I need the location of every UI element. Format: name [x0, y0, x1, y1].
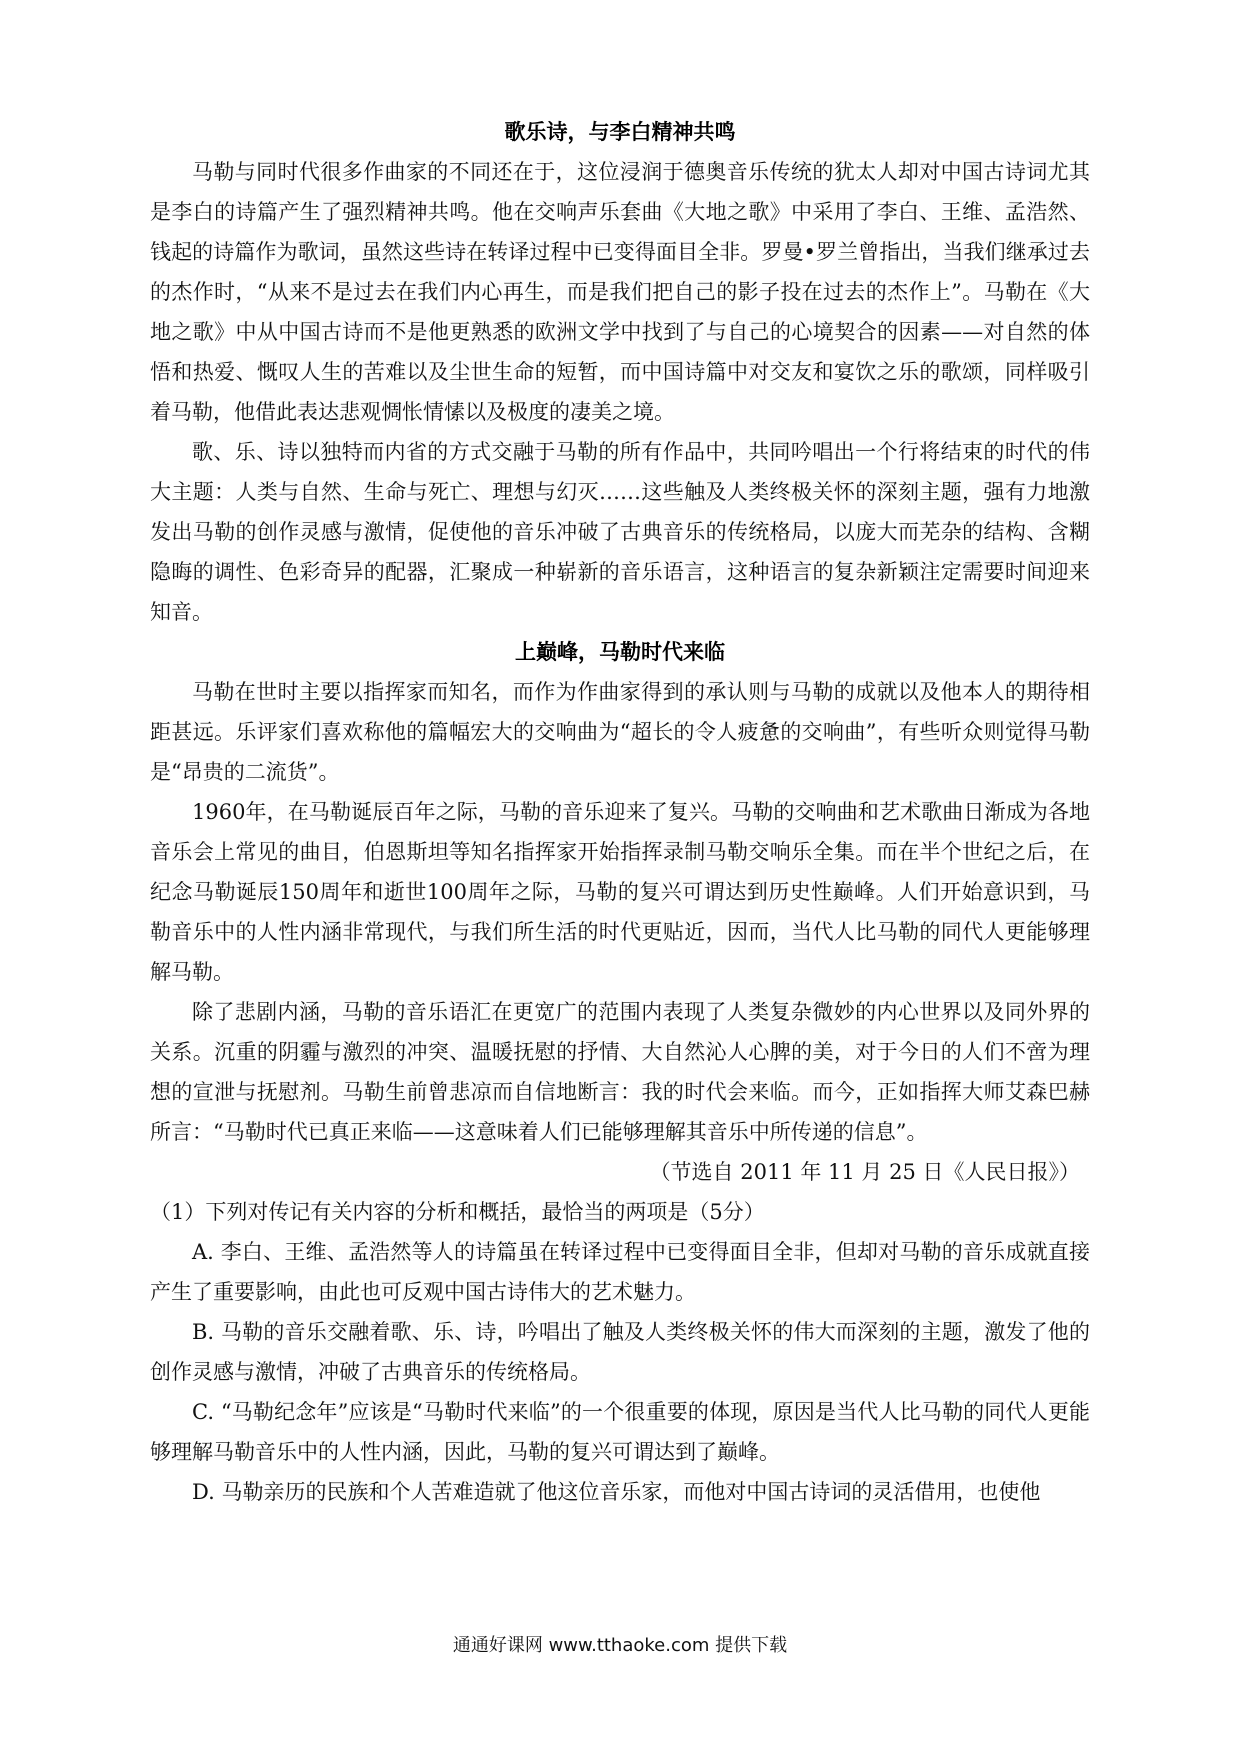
option-d: D. 马勒亲历的民族和个人苦难造就了他这位音乐家，而他对中国古诗词的灵活借用，也使他	[192, 1480, 1041, 1504]
page-footer: 通通好课网 www.tthaoke.com 提供下载	[452, 1635, 788, 1656]
source-citation: （节选自 2011 年 11 月 25 日《人民日报》）	[649, 1160, 1080, 1184]
section-heading: 歌乐诗，与李白精神共鸣	[504, 120, 736, 144]
section-heading: 上巅峰，马勒时代来临	[515, 640, 725, 664]
paragraph: 歌、乐、诗以独特而内省的方式交融于马勒的所有作品中，共同吟唱出一个行将结束的时代的伟大主题：人类与自然、生命与死亡、理想与幻灭……这些触及人类终极关怀的深刻主题，强有力地激发出马勒的创作灵感与激情，促使他的音乐冲破了古典音乐的传统格局，以庞大而芜杂的结构、含糊隐晦的调性、色彩奇异的配器，汇聚成一种崭新的音乐语言，这种语言的复杂新颖注定需要时间迎来知音。	[150, 440, 1090, 624]
paragraph: 1960年，在马勒诞辰百年之际，马勒的音乐迎来了复兴。马勒的交响曲和艺术歌曲日渐成为各地音乐会上常见的曲目，伯恩斯坦等知名指挥家开始指挥录制马勒交响乐全集。而在半个世纪之后，在纪念马勒诞辰150周年和逝世100周年之际，马勒的复兴可谓达到历史性巅峰。人们开始意识到，马勒音乐中的人性内涵非常现代，与我们所生活的时代更贴近，因而，当代人比马勒的同代人更能够理解马勒。	[150, 800, 1090, 984]
document-page	[150, 112, 1090, 1512]
question-stem: （1）下列对传记有关内容的分析和概括，最恰当的两项是（5分）	[150, 1200, 765, 1224]
paragraph: 除了悲剧内涵，马勒的音乐语汇在更宽广的范围内表现了人类复杂微妙的内心世界以及同外界的关系。沉重的阴霾与激烈的冲突、温暖抚慰的抒情、大自然沁人心脾的美，对于今日的人们不啻为理想的宣泄与抚慰剂。马勒生前曾悲凉而自信地断言：我的时代会来临。而今，正如指挥大师艾森巴赫所言：“马勒时代已真正来临——这意味着人们已能够理解其音乐中所传递的信息”。	[150, 1000, 1090, 1144]
option-b: B. 马勒的音乐交融着歌、乐、诗，吟唱出了触及人类终极关怀的伟大而深刻的主题，激发了他的创作灵感与激情，冲破了古典音乐的传统格局。	[150, 1320, 1090, 1384]
option-a: A. 李白、王维、孟浩然等人的诗篇虽在转译过程中已变得面目全非，但却对马勒的音乐成就直接产生了重要影响，由此也可反观中国古诗伟大的艺术魅力。	[150, 1240, 1090, 1304]
option-c: C. “马勒纪念年”应该是“马勒时代来临”的一个很重要的体现，原因是当代人比马勒的同代人更能够理解马勒音乐中的人性内涵，因此，马勒的复兴可谓达到了巅峰。	[150, 1400, 1090, 1464]
paragraph: 马勒在世时主要以指挥家而知名，而作为作曲家得到的承认则与马勒的成就以及他本人的期待相距甚远。乐评家们喜欢称他的篇幅宏大的交响曲为“超长的令人疲惫的交响曲”，有些听众则觉得马勒是“昂贵的二流货”。	[150, 680, 1090, 784]
paragraph: 马勒与同时代很多作曲家的不同还在于，这位浸润于德奥音乐传统的犹太人却对中国古诗词尤其是李白的诗篇产生了强烈精神共鸣。他在交响声乐套曲《大地之歌》中采用了李白、王维、孟浩然、钱起的诗篇作为歌词，虽然这些诗在转译过程中已变得面目全非。罗曼•罗兰曾指出，当我们继承过去的杰作时，“从来不是过去在我们内心再生，而是我们把自己的影子投在过去的杰作上”。马勒在《大地之歌》中从中国古诗而不是他更熟悉的欧洲文学中找到了与自己的心境契合的因素——对自然的体悟和热爱、慨叹人生的苦难以及尘世生命的短暂，而中国诗篇中对交友和宴饮之乐的歌颂，同样吸引着马勒，他借此表达悲观惆怅情愫以及极度的凄美之境。	[150, 160, 1090, 424]
